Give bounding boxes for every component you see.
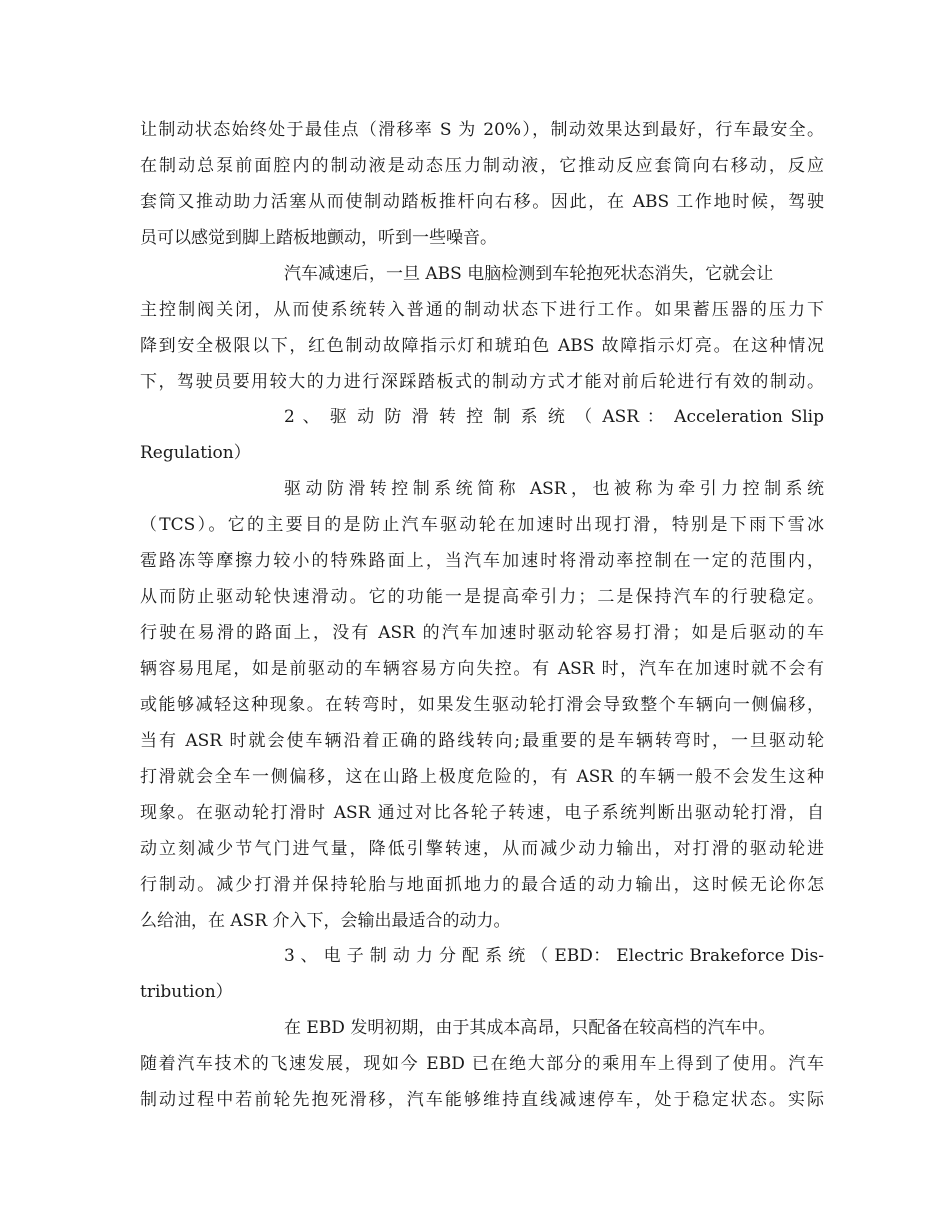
paragraph-start-line: 在 EBD 发明初期，由于其成本高昂，只配备在较高档的汽车中。 — [284, 1018, 776, 1038]
section-heading-asr: 2 、 驱 动 防 滑 转 控 制 系 统 （ ASR ： Acceleration Slip — [284, 407, 824, 427]
text-line: 让制动状态始终处于最佳点（滑移率 S 为 20%），制动效果达到最好，行车最安全。 — [140, 120, 824, 140]
text-line: 制动过程中若前轮先抱死滑移，汽车能够维持直线减速停车，处于稳定状态。实际 — [140, 1090, 824, 1110]
paragraph-start-line: 驱动防滑转控制系统简称 ASR，也被称为牵引力控制系统 — [284, 479, 824, 499]
text-line: 下，驾驶员要用较大的力进行深踩踏板式的制动方式才能对前后轮进行有效的制动。 — [140, 372, 824, 392]
text-line: 主控制阀关闭，从而使系统转入普通的制动状态下进行工作。如果蓄压器的压力下 — [140, 300, 824, 320]
section-heading-asr-cont: Regulation） — [140, 443, 251, 463]
text-line: 动立刻减少节气门进气量，降低引擎转速，从而减少动力输出，对打滑的驱动轮进 — [140, 839, 824, 859]
text-line: 随着汽车技术的飞速发展，现如今 EBD 已在绝大部分的乘用车上得到了使用。汽车 — [140, 1054, 824, 1074]
text-line: 辆容易甩尾，如是前驱动的车辆容易方向失控。有 ASR 时，汽车在加速时就不会有 — [140, 659, 824, 679]
text-line: 员可以感觉到脚上踏板地颤动，听到一些噪音。 — [140, 228, 497, 248]
text-line: 从而防止驱动轮快速滑动。它的功能一是提高牵引力；二是保持汽车的行驶稳定。 — [140, 587, 824, 607]
text-line: 行驶在易滑的路面上，没有 ASR 的汽车加速时驱动轮容易打滑；如是后驱动的车 — [140, 623, 824, 643]
text-line: 套筒又推动助力活塞从而使制动踏板推杆向右移。因此，在 ABS 工作地时候，驾驶 — [140, 192, 824, 212]
text-line: 或能够减轻这种现象。在转弯时，如果发生驱动轮打滑会导致整个车辆向一侧偏移， — [140, 695, 824, 715]
text-line: （TCS）。它的主要目的是防止汽车驱动轮在加速时出现打滑，特别是下雨下雪冰 — [140, 515, 824, 535]
section-heading-ebd-cont: tribution） — [140, 982, 233, 1002]
paragraph-start-line: 汽车减速后，一旦 ABS 电脑检测到车轮抱死状态消失，它就会让 — [284, 264, 774, 284]
text-line: 现象。在驱动轮打滑时 ASR 通过对比各轮子转速，电子系统判断出驱动轮打滑，自 — [140, 803, 824, 823]
text-line: 么给油，在 ASR 介入下，会输出最适合的动力。 — [140, 911, 511, 931]
text-line: 当有 ASR 时就会使车辆沿着正确的路线转向;最重要的是车辆转弯时，一旦驱动轮 — [140, 731, 824, 751]
text-line: 行制动。减少打滑并保持轮胎与地面抓地力的最合适的动力输出，这时候无论你怎 — [140, 875, 824, 895]
text-line: 降到安全极限以下，红色制动故障指示灯和琥珀色 ABS 故障指示灯亮。在这种情况 — [140, 336, 824, 356]
section-heading-ebd: 3 、 电 子 制 动 力 分 配 系 统 （ EBD： Electric Brakeforce Dis- — [284, 946, 824, 966]
text-line: 在制动总泵前面腔内的制动液是动态压力制动液，它推动反应套筒向右移动，反应 — [140, 156, 824, 176]
text-line: 雹路冻等摩擦力较小的特殊路面上，当汽车加速时将滑动率控制在一定的范围内， — [140, 551, 824, 571]
text-line: 打滑就会全车一侧偏移，这在山路上极度危险的，有 ASR 的车辆一般不会发生这种 — [140, 767, 824, 787]
